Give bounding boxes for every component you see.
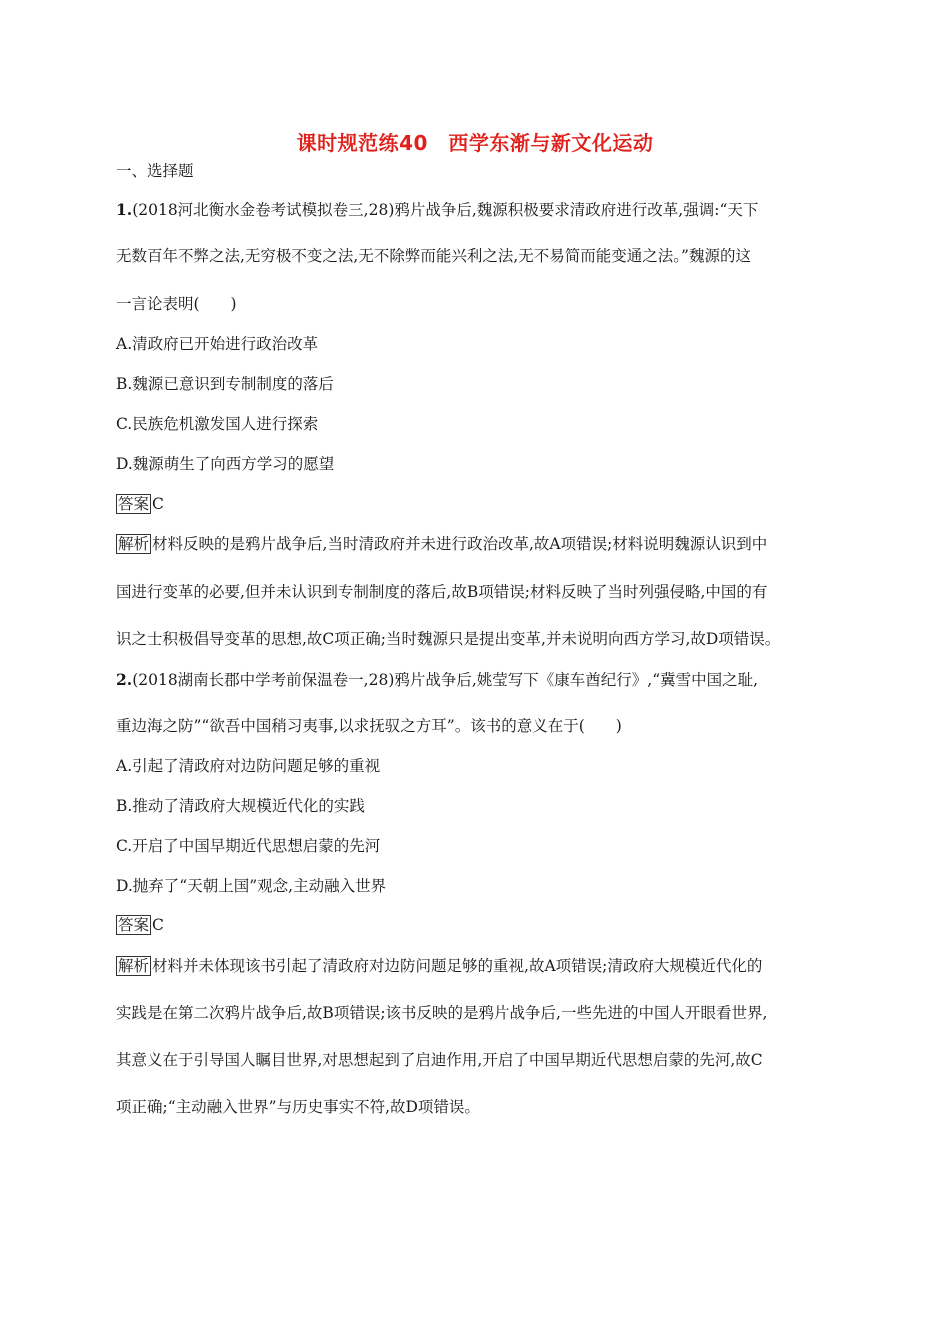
- question-1-stem-line: [116, 200, 758, 220]
- question-2-number: 2.: [116, 670, 133, 689]
- question-1-answer: [116, 494, 164, 514]
- question-2-stem-text: (2018湖南长郡中学考前保温卷一,28)鸦片战争后,姚莹写下《康车酋纪行》,“冀雪中国之耻,: [132, 671, 759, 689]
- question-2-answer: [116, 915, 164, 935]
- question-1-option-c: C.民族危机激发国人进行探索: [116, 415, 319, 433]
- question-1-option-b: B.魏源已意识到专制制度的落后: [116, 375, 334, 393]
- question-2-stem-line: 重边海之防”“欲吾中国稍习夷事,以求抚驭之方耳”。该书的意义在于( ): [116, 717, 622, 735]
- question-2-option-d: D.抛弃了“天朝上国”观念,主动融入世界: [116, 877, 387, 895]
- question-2-option-c: C.开启了中国早期近代思想启蒙的先河: [116, 837, 381, 855]
- analysis-label: 解析: [118, 535, 150, 553]
- answer-value: C: [152, 916, 164, 934]
- answer-value: C: [152, 495, 164, 513]
- question-2-analysis-line: [116, 956, 762, 976]
- question-1-stem-line: 一言论表明( ): [116, 295, 237, 313]
- analysis-label: 解析: [118, 957, 150, 975]
- answer-label: 答案: [118, 495, 150, 513]
- question-2-option-a: A.引起了清政府对边防问题足够的重视: [116, 757, 381, 775]
- question-1-option-d: D.魏源萌生了向西方学习的愿望: [116, 455, 335, 473]
- analysis-text: 材料反映的是鸦片战争后,当时清政府并未进行政治改革,故A项错误;材料说明魏源认识到中: [152, 535, 768, 553]
- question-1-stem-text: (2018河北衡水金卷考试模拟卷三,28)鸦片战争后,魏源积极要求清政府进行改革,强调:“天下: [132, 201, 759, 219]
- question-1-analysis-line: 识之士积极倡导变革的思想,故C项正确;当时魏源只是提出变革,并未说明向西方学习,故D项错误。: [116, 630, 781, 648]
- question-2-analysis-line: 其意义在于引导国人瞩目世界,对思想起到了启迪作用,开启了中国早期近代思想启蒙的先河,故C: [116, 1051, 763, 1069]
- question-1-analysis-line: 国进行变革的必要,但并未认识到专制制度的落后,故B项错误;材料反映了当时列强侵略,中国的有: [116, 583, 768, 601]
- question-1-number: 1.: [116, 200, 133, 219]
- question-1-option-a: A.清政府已开始进行政治改革: [116, 335, 319, 353]
- question-2-option-b: B.推动了清政府大规模近代化的实践: [116, 797, 365, 815]
- answer-label: 答案: [118, 916, 150, 934]
- question-1-stem-line: 无数百年不弊之法,无穷极不变之法,无不除弊而能兴利之法,无不易简而能变通之法。”魏源的这: [116, 247, 751, 265]
- question-2-analysis-line: 实践是在第二次鸦片战争后,故B项错误;该书反映的是鸦片战争后,一些先进的中国人开眼看世界,: [116, 1004, 768, 1022]
- question-2-stem-line: [116, 670, 758, 690]
- question-2-analysis-line: 项正确;“主动融入世界”与历史事实不符,故D项错误。: [116, 1098, 480, 1116]
- question-1-analysis-line: [116, 534, 767, 554]
- analysis-text: 材料并未体现该书引起了清政府对边防问题足够的重视,故A项错误;清政府大规模近代化的: [152, 957, 763, 975]
- section-heading: 一、选择题: [116, 162, 194, 180]
- page-title: 课时规范练40 西学东渐与新文化运动: [296, 131, 654, 155]
